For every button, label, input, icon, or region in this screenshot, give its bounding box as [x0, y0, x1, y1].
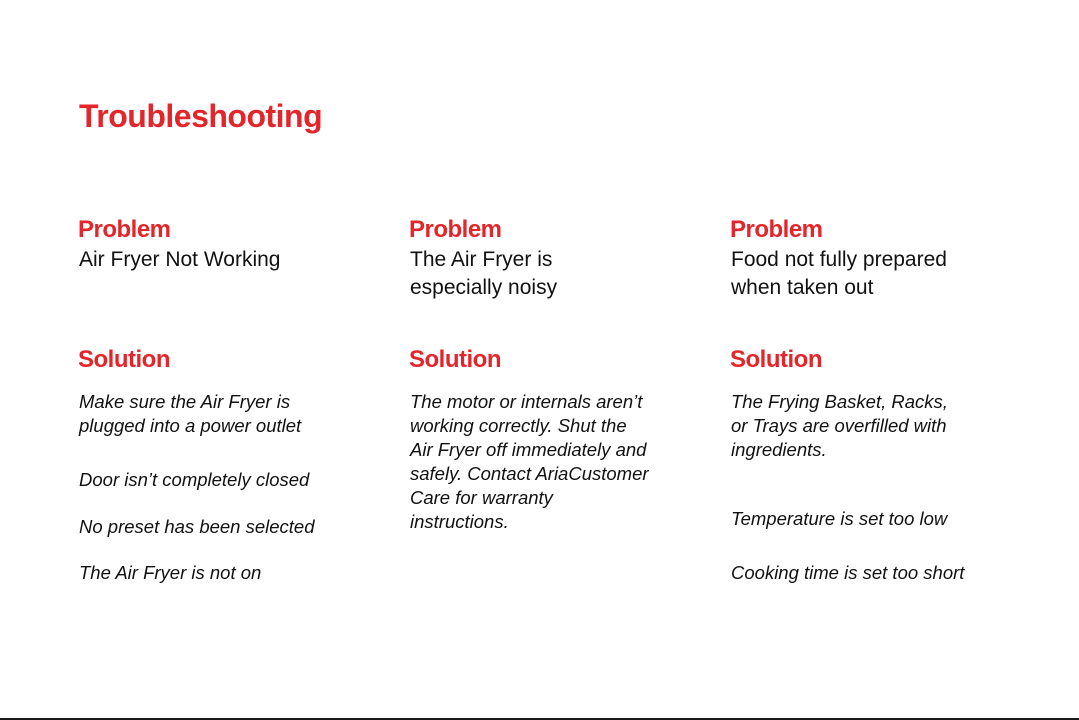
problem-text: The Air Fryer is especially noisy	[410, 248, 558, 299]
problem-text: Food not fully prepared when taken out	[731, 248, 947, 299]
solution-item: No preset has been selected	[79, 516, 315, 537]
problem-label: Problem	[78, 216, 171, 243]
solution-item: The Frying Basket, Racks, or Trays are overfilled with ingredients.	[731, 391, 948, 460]
problem-label: Problem	[730, 216, 823, 243]
solution-item: The Air Fryer is not on	[79, 562, 262, 583]
problem-label: Problem	[409, 216, 502, 243]
solution-item: Make sure the Air Fryer is plugged into a power outlet	[79, 391, 302, 436]
solution-item: Door isn’t completely closed	[79, 469, 310, 490]
solution-item: Cooking time is set too short	[731, 562, 965, 583]
page-title: Troubleshooting	[79, 98, 323, 134]
troubleshooting-column-noise	[409, 214, 709, 532]
troubleshooting-column-power	[78, 214, 378, 583]
solution-label: Solution	[730, 346, 822, 373]
problem-text: Air Fryer Not Working	[79, 248, 281, 271]
solution-label: Solution	[409, 346, 501, 373]
solution-item: Temperature is set too low	[731, 508, 948, 529]
solution-label: Solution	[78, 346, 170, 373]
troubleshooting-column-undercooked	[730, 214, 1030, 583]
solution-item: The motor or internals aren’t working correctly. Shut the Air Fryer off immediately and safely. Contact AriaCustomer Care for warranty instructions.	[410, 391, 649, 532]
